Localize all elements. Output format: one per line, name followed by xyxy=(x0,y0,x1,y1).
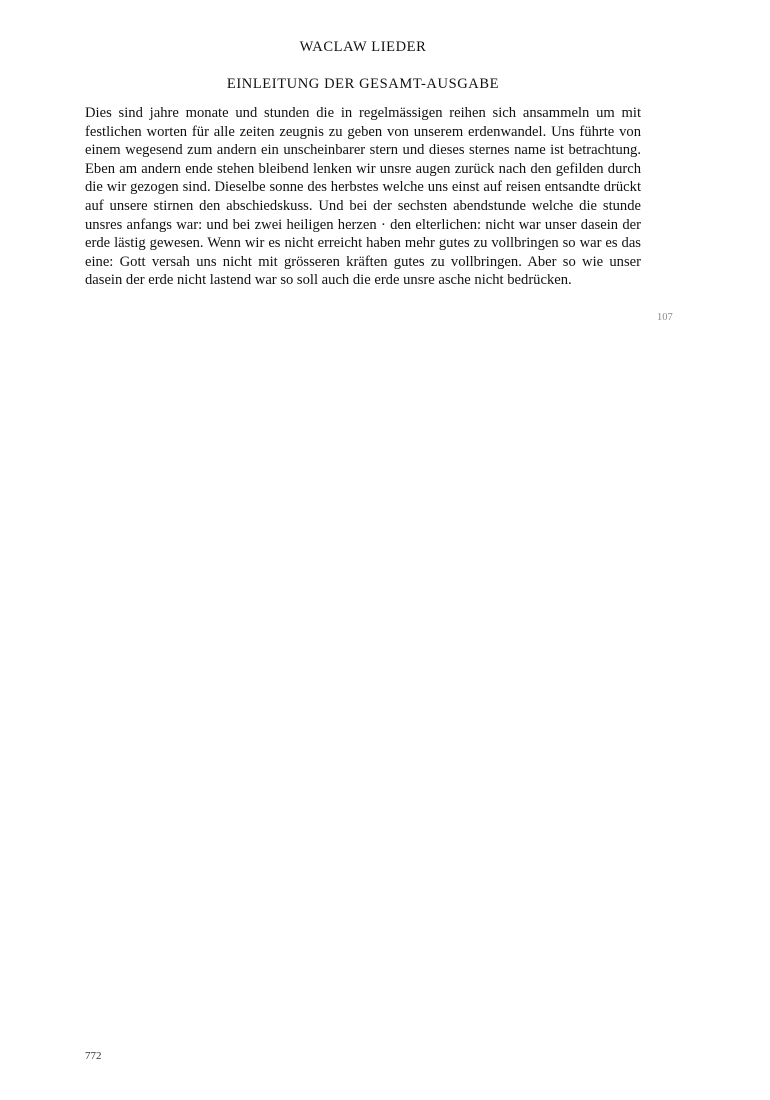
running-title: WACLAW LIEDER xyxy=(299,39,427,55)
body-paragraph: Dies sind jahre monate und stunden die in regelmässigen reihen sich ansammeln um mit festlichen worten für alle zeiten zeugnis zu geben von unserem erdenwandel. Uns führte von einem wegesend zum andern ein unscheinbarer stern und dieses sternes name ist betrachtung. Eben am andern ende stehen bleibend lenken wir unsre augen zurück nach den gefilden durch die wir gezogen sind. Dieselbe sonne des herbstes welche uns einst auf reisen entsandte drückt auf unsere stirnen den abschiedskuss. Und bei der sechsten abendstunde welche die stunde unsres anfangs war: und bei zwei heiligen herzen · den elterlichen: nicht war unser dasein der erde lästig gewesen. Wenn wir es nicht erreicht haben mehr gutes zu vollbringen so war es das eine: Gott versah uns nicht mit grösseren kräften gutes zu vollbringen. Aber so wie unser dasein der erde nicht lastend war so soll auch die erde unsre asche nicht bedrücken. xyxy=(85,105,641,289)
page-number: 772 xyxy=(85,1050,102,1062)
margin-line-number: 107 xyxy=(657,312,673,323)
section-title: EINLEITUNG DER GESAMT-AUSGABE xyxy=(226,76,500,92)
